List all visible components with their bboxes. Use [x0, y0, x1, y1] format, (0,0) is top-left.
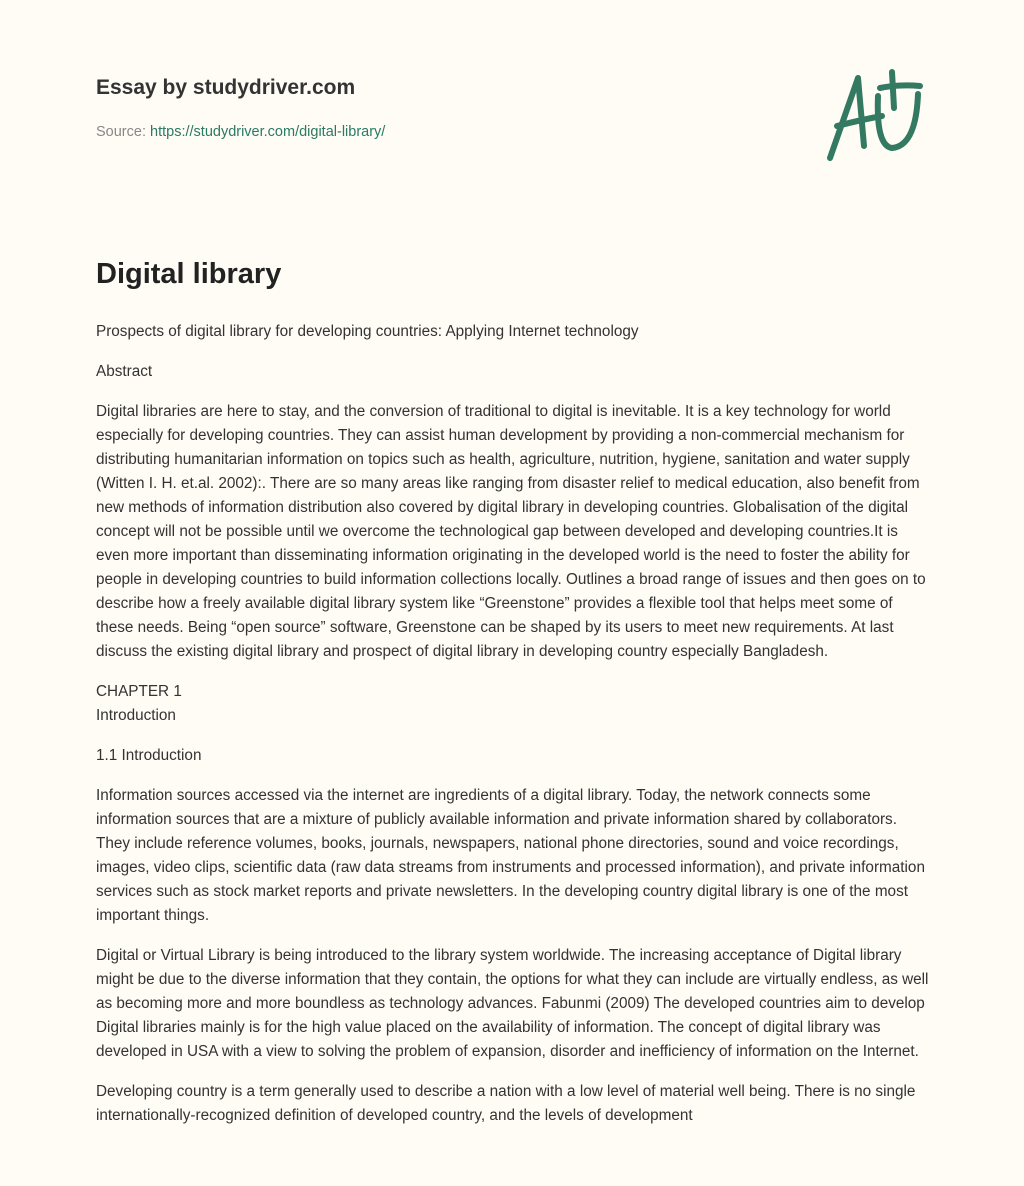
chapter-title: Introduction [96, 707, 176, 724]
abstract-heading: Abstract [96, 363, 153, 380]
body-paragraph: Digital or Virtual Library is being introduced to the library system worldwide. The increasing acceptance of Digital library might be due to the diverse information that they contain, the options for what they can include are virtually endless, as well as becoming more and more boundless as technology advances. Fabunmi (2009) The developed countries aim to develop Digital libraries mainly is for the high value placed on the availability of information. The concept of digital library was developed in USA with a view to solving the problem of expansion, disorder and inefficiency of information on the Internet. [96, 947, 929, 1060]
essay-content [96, 254, 932, 1144]
abstract-paragraph: Digital libraries are here to stay, and the conversion of traditional to digital is inevitable. It is a key technology for world especially for developing countries. They can assist human development by providing a non-commercial mechanism for distributing humanitarian information on topics such as health, agriculture, nutrition, hygiene, sanitation and water supply (Witten I. H. et.al. 2002):. There are so many areas like ranging from disaster relief to medical education, also benefit from new methods of information distribution also covered by digital library in developing countries. Globalisation of the digital concept will not be possible until we overcome the technological gap between developed and developing countries.It is even more important than disseminating information originating in the developed world is the need to foster the ability for people in developing countries to build information collections locally. Outlines a broad range of issues and then goes on to describe how a freely available digital library system like “Greenstone” provides a flexible tool that helps meet some of these needs. Being “open source” software, Greenstone can be shaped by its users to meet new requirements. At last discuss the existing digital library and prospect of digital library in developing country especially Bangladesh. [96, 403, 926, 660]
source-link[interactable]: https://studydriver.com/digital-library/ [150, 124, 386, 140]
essay-subtitle: Prospects of digital library for developing countries: Applying Internet technology [96, 323, 639, 340]
site-title: Essay by studydriver.com [96, 76, 356, 99]
a-plus-logo [820, 66, 930, 166]
essay-title: Digital library [96, 258, 282, 290]
chapter-number: CHAPTER 1 [96, 683, 182, 700]
source-line [96, 124, 385, 140]
section-heading: 1.1 Introduction [96, 747, 202, 764]
body-paragraph: Developing country is a term generally used to describe a nation with a low level of material well being. There is no single internationally-recognized definition of developed country, and the levels of development [96, 1083, 916, 1124]
source-label: Source: [96, 124, 146, 140]
body-paragraph: Information sources accessed via the internet are ingredients of a digital library. Today, the network connects some information sources that are a mixture of publicly available information and private information shared by collaborators. They include reference volumes, books, journals, newspapers, national phone directories, sound and voice recordings, images, video clips, scientific data (raw data streams from instruments and processed information), and private information services such as stock market reports and private newsletters. In the developing country digital library is one of the most important things. [96, 787, 925, 924]
chapter-heading [96, 680, 932, 728]
